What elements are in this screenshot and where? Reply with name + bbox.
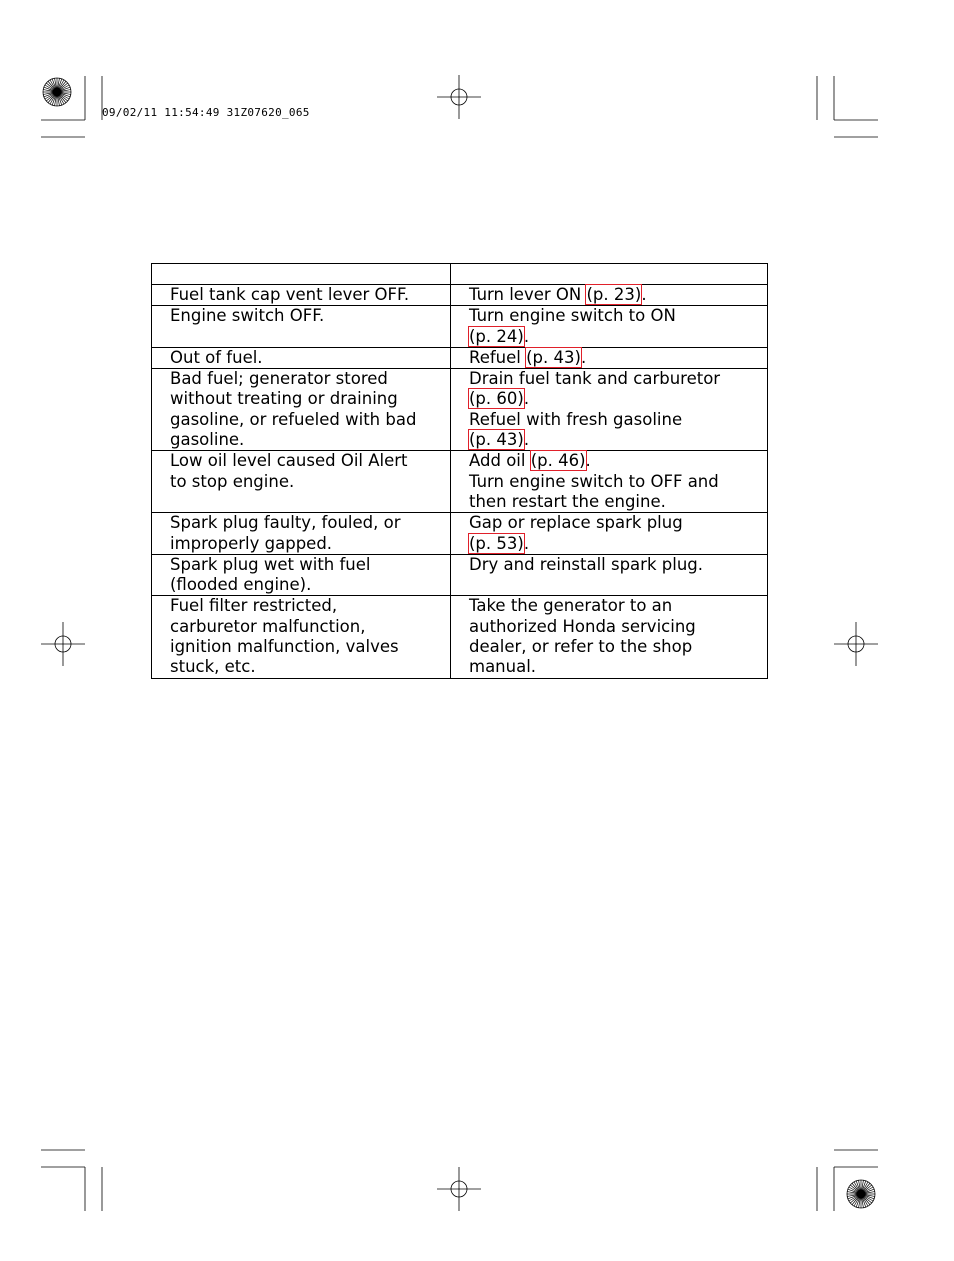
- remedy-text: Dry and reinstall spark plug.: [469, 554, 703, 574]
- cause-line: Bad fuel; generator stored: [170, 369, 388, 389]
- remedy-text: Gap or replace spark plug: [469, 513, 683, 533]
- cause-line: Fuel tank cap vent lever OFF.: [170, 285, 410, 304]
- remedy-text: Take the generator to an: [469, 596, 673, 616]
- remedy-cell: [451, 285, 768, 306]
- remedy-line: [469, 410, 761, 430]
- cause-cell: [152, 285, 451, 306]
- table-row: [152, 347, 768, 368]
- remedy-line: [469, 306, 761, 326]
- cause-line: ignition malfunction, valves: [170, 637, 399, 657]
- remedy-line: [469, 389, 761, 409]
- remedy-line: [469, 513, 761, 533]
- remedy-text: Drain fuel tank and carburetor: [469, 369, 721, 389]
- table-row: [152, 451, 768, 513]
- remedy-text: .: [523, 389, 530, 409]
- page-reference-link[interactable]: (p. 43): [526, 347, 581, 367]
- remedy-line: [469, 555, 761, 575]
- remedy-cell: [451, 513, 768, 555]
- table-row: [152, 285, 768, 306]
- remedy-line: [469, 637, 761, 657]
- cause-line: (flooded engine).: [170, 575, 312, 595]
- header-cell-cause: [152, 264, 451, 285]
- cause-cell: [152, 451, 451, 513]
- remedy-line: [469, 472, 761, 492]
- cause-line: stuck, etc.: [170, 657, 256, 677]
- remedy-line: [469, 327, 761, 347]
- remedy-cell: [451, 554, 768, 596]
- page-reference-link[interactable]: (p. 24): [469, 326, 524, 346]
- cause-cell: [152, 306, 451, 348]
- troubleshooting-table-body: [152, 264, 768, 679]
- cause-line: Spark plug wet with fuel: [170, 554, 371, 574]
- table-row: [152, 306, 768, 348]
- remedy-line: [469, 534, 761, 554]
- cause-line: carburetor malfunction,: [170, 616, 366, 636]
- cause-line: Out of fuel.: [170, 347, 263, 367]
- remedy-cell: [451, 306, 768, 348]
- cause-line: without treating or draining: [170, 389, 398, 409]
- cause-cell: [152, 347, 451, 368]
- troubleshooting-table: [151, 263, 768, 679]
- remedy-text: manual.: [469, 657, 537, 677]
- print-timestamp: 09/02/11 11:54:49 31Z07620_065: [102, 106, 310, 119]
- remedy-text: .: [585, 451, 591, 471]
- page-reference-link[interactable]: (p. 46): [530, 451, 586, 471]
- remedy-text: Add oil: [469, 451, 531, 471]
- cause-cell: [152, 369, 451, 451]
- remedy-text: Turn engine switch to ON: [469, 306, 676, 326]
- cause-line: to stop engine.: [170, 471, 295, 491]
- page-reference-link[interactable]: (p. 43): [469, 430, 524, 450]
- remedy-line: [469, 369, 761, 389]
- remedy-line: [469, 596, 761, 616]
- cause-line: Engine switch OFF.: [170, 306, 325, 326]
- remedy-line: [469, 285, 761, 305]
- cause-cell: [152, 596, 451, 678]
- remedy-text: .: [523, 430, 530, 450]
- remedy-text: .: [641, 285, 647, 304]
- cause-line: Low oil level caused Oil Alert: [170, 451, 408, 471]
- table-row: [152, 596, 768, 678]
- remedy-text: Refuel with fresh gasoline: [469, 409, 683, 429]
- remedy-line: [469, 492, 761, 512]
- cause-line: gasoline.: [170, 430, 245, 450]
- remedy-text: authorized Honda servicing: [469, 616, 696, 636]
- page-reference-link[interactable]: (p. 23): [586, 285, 642, 304]
- cause-cell: [152, 513, 451, 555]
- remedy-line: [469, 348, 761, 368]
- cause-line: Spark plug faulty, fouled, or: [170, 513, 401, 533]
- remedy-line: [469, 451, 761, 471]
- remedy-text: .: [523, 326, 530, 346]
- remedy-text: Turn engine switch to OFF and: [469, 471, 719, 491]
- remedy-text: dealer, or refer to the shop: [469, 637, 693, 657]
- cause-cell: [152, 554, 451, 596]
- header-cell-remedy: [451, 264, 768, 285]
- remedy-line: [469, 617, 761, 637]
- remedy-text: .: [523, 533, 530, 553]
- page-reference-link[interactable]: (p. 53): [469, 533, 524, 553]
- remedy-line: [469, 430, 761, 450]
- table-row: [152, 513, 768, 555]
- page-reference-link[interactable]: (p. 60): [469, 389, 524, 409]
- remedy-cell: [451, 347, 768, 368]
- remedy-cell: [451, 596, 768, 678]
- remedy-cell: [451, 369, 768, 451]
- cause-line: gasoline, or refueled with bad: [170, 409, 417, 429]
- remedy-text: .: [580, 347, 587, 367]
- remedy-text: Turn lever ON: [469, 285, 587, 304]
- table-row: [152, 369, 768, 451]
- table-header-row: [152, 264, 768, 285]
- remedy-text: then restart the engine.: [469, 491, 666, 511]
- cause-line: improperly gapped.: [170, 533, 333, 553]
- remedy-cell: [451, 451, 768, 513]
- cause-line: Fuel filter restricted,: [170, 596, 338, 616]
- remedy-line: [469, 657, 761, 677]
- remedy-text: Refuel: [469, 347, 527, 367]
- table-row: [152, 554, 768, 596]
